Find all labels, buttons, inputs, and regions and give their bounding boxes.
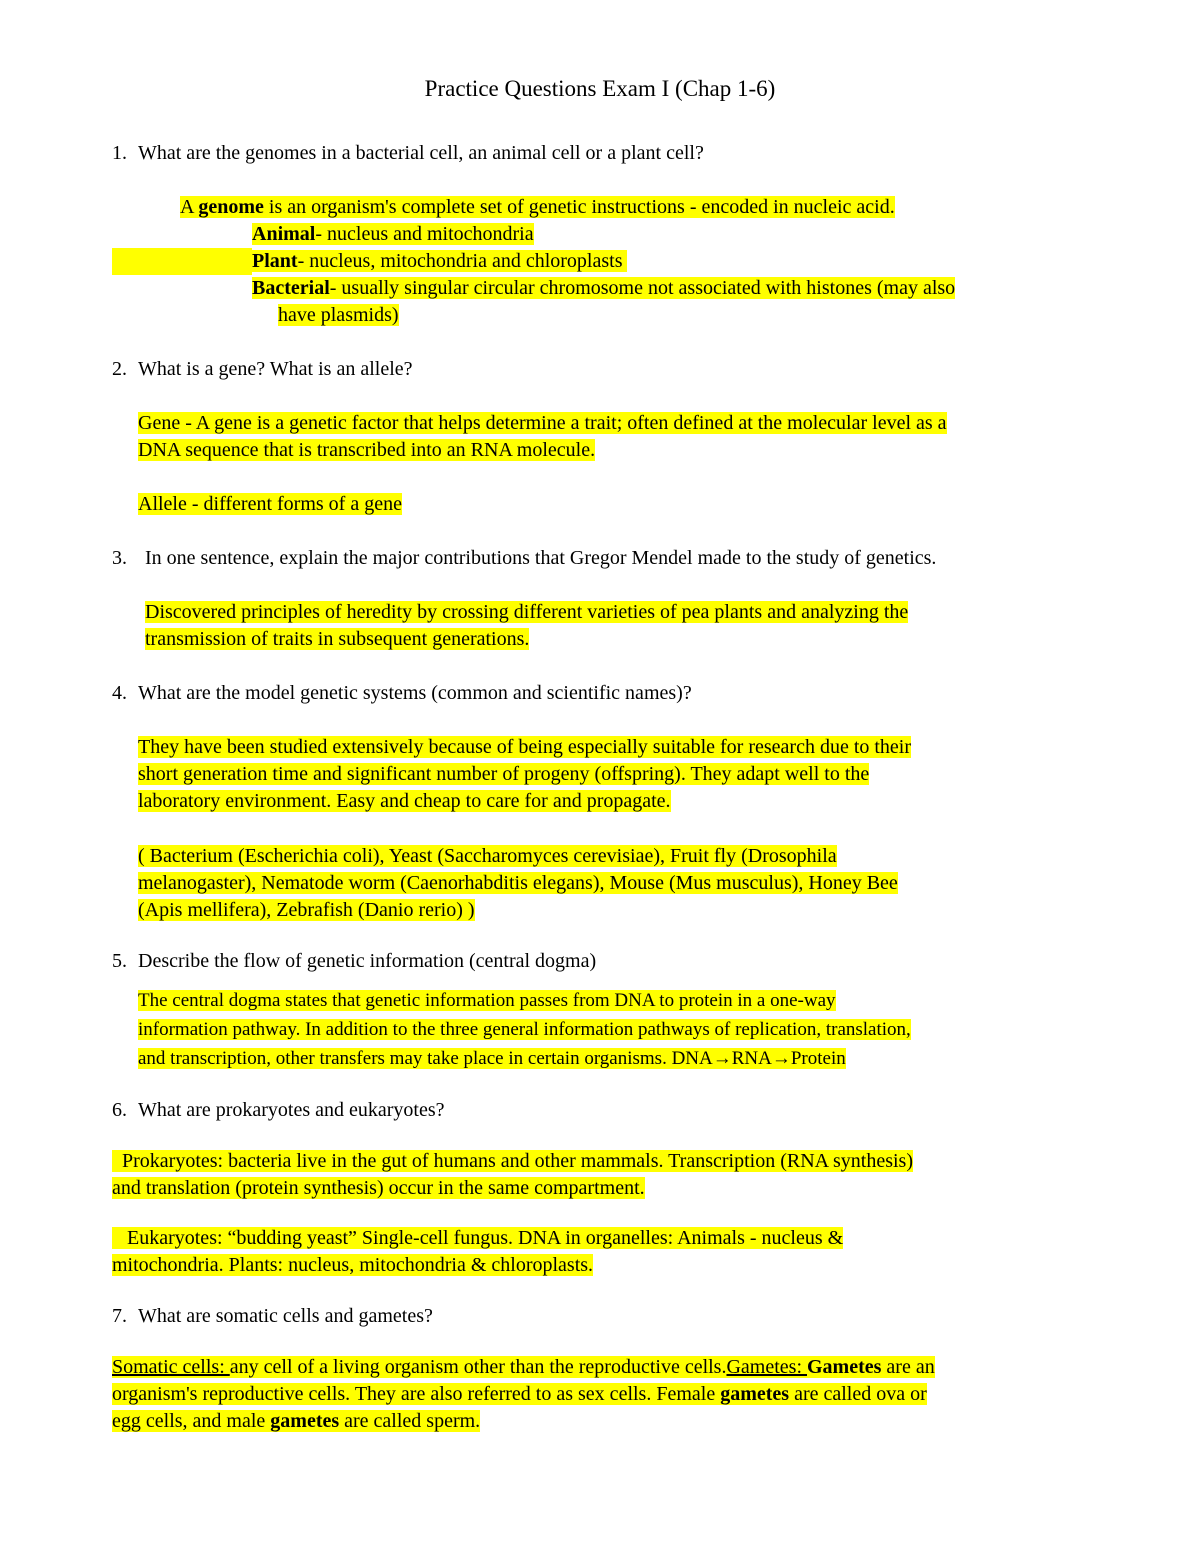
- page-title: Practice Questions Exam I (Chap 1-6): [424, 76, 776, 101]
- answer-6-prokaryotes-line-1: Prokaryotes: bacteria live in the gut of humans and other mammals. Transcription (RNA synthesis): [112, 1150, 913, 1172]
- gametes-label: Gametes:: [726, 1356, 807, 1378]
- answer-4-p2-line-1: ( Bacterium (Escherichia coli), Yeast (Saccharomyces cerevisiae), Fruit fly (Drosophila: [138, 845, 837, 867]
- question-3-number: 3.: [112, 547, 127, 569]
- answer-5-line-3: and transcription, other transfers may take place in certain organisms. DNA→RNA→Protein: [138, 1048, 846, 1069]
- question-5-text: Describe the flow of genetic information (central dogma): [138, 950, 597, 972]
- question-2-number: 2.: [112, 358, 127, 380]
- answer-2-allele: Allele - different forms of a gene: [138, 493, 402, 515]
- genome-term: genome: [198, 196, 264, 218]
- answer-1-animal: Animal- nucleus and mitochondria: [252, 223, 534, 245]
- question-7-number: 7.: [112, 1305, 127, 1327]
- answer-1-bacterial: Bacterial- usually singular circular chromosome not associated with histones (may also: [252, 277, 956, 299]
- somatic-cells-label: Somatic cells:: [112, 1356, 230, 1378]
- bacterial-label: Bacterial: [252, 277, 330, 299]
- question-5-number: 5.: [112, 950, 127, 972]
- highlight-filler: [112, 248, 252, 275]
- answer-1-bacterial-cont: have plasmids): [278, 304, 399, 326]
- question-1-number: 1.: [112, 142, 127, 164]
- answer-1-line-1: A genome is an organism's complete set of genetic instructions - encoded in nucleic acid.: [180, 196, 895, 218]
- answer-4-p2-line-2: melanogaster), Nematode worm (Caenorhabditis elegans), Mouse (Mus musculus), Honey Bee: [138, 872, 898, 894]
- question-4-text: What are the model genetic systems (common and scientific names)?: [138, 682, 692, 704]
- answer-5-line-2: information pathway. In addition to the three general information pathways of replication, translation,: [138, 1019, 911, 1040]
- answer-3-line-1: Discovered principles of heredity by crossing different varieties of pea plants and analyzing the: [145, 601, 909, 623]
- answer-5-line-1: The central dogma states that genetic information passes from DNA to protein in a one-way: [138, 990, 836, 1011]
- answer-2-gene-line-2: DNA sequence that is transcribed into an RNA molecule.: [138, 439, 596, 461]
- answer-4-p1-line-3: laboratory environment. Easy and cheap to care for and propagate.: [138, 790, 671, 812]
- answer-1-plant: Plant- nucleus, mitochondria and chloroplasts: [252, 248, 627, 275]
- question-4-number: 4.: [112, 682, 127, 704]
- question-7-text: What are somatic cells and gametes?: [138, 1305, 433, 1327]
- answer-7-line-2: organism's reproductive cells. They are also referred to as sex cells. Female gametes are called ova or: [112, 1383, 927, 1405]
- question-3-text: In one sentence, explain the major contributions that Gregor Mendel made to the study of genetics.: [145, 547, 937, 569]
- animal-label: Animal: [252, 223, 316, 245]
- answer-7-line-1: Somatic cells: any cell of a living organism other than the reproductive cells.Gametes: Gametes are an: [112, 1356, 935, 1378]
- plant-label: Plant: [252, 250, 298, 272]
- answer-2-gene-line-1: Gene - A gene is a genetic factor that helps determine a trait; often defined at the molecular level as a: [138, 412, 947, 434]
- answer-4-p1-line-1: They have been studied extensively because of being especially suitable for research due to their: [138, 736, 912, 758]
- question-6-number: 6.: [112, 1099, 127, 1121]
- question-1-text: What are the genomes in a bacterial cell, an animal cell or a plant cell?: [138, 142, 704, 164]
- answer-6-eukaryotes-line-1: Eukaryotes: “budding yeast” Single-cell fungus. DNA in organelles: Animals - nucleus &: [112, 1227, 844, 1249]
- answer-6-prokaryotes-line-2: and translation (protein synthesis) occur in the same compartment.: [112, 1177, 645, 1199]
- question-6-text: What are prokaryotes and eukaryotes?: [138, 1099, 445, 1121]
- answer-4-p1-line-2: short generation time and significant number of progeny (offspring). They adapt well to the: [138, 763, 870, 785]
- answer-3-line-2: transmission of traits in subsequent generations.: [145, 628, 530, 650]
- answer-4-p2-line-3: (Apis mellifera), Zebrafish (Danio rerio) ): [138, 899, 475, 921]
- question-2-text: What is a gene? What is an allele?: [138, 358, 413, 380]
- answer-6-eukaryotes-line-2: mitochondria. Plants: nucleus, mitochondria & chloroplasts.: [112, 1254, 594, 1276]
- answer-7-line-3: egg cells, and male gametes are called sperm.: [112, 1410, 481, 1432]
